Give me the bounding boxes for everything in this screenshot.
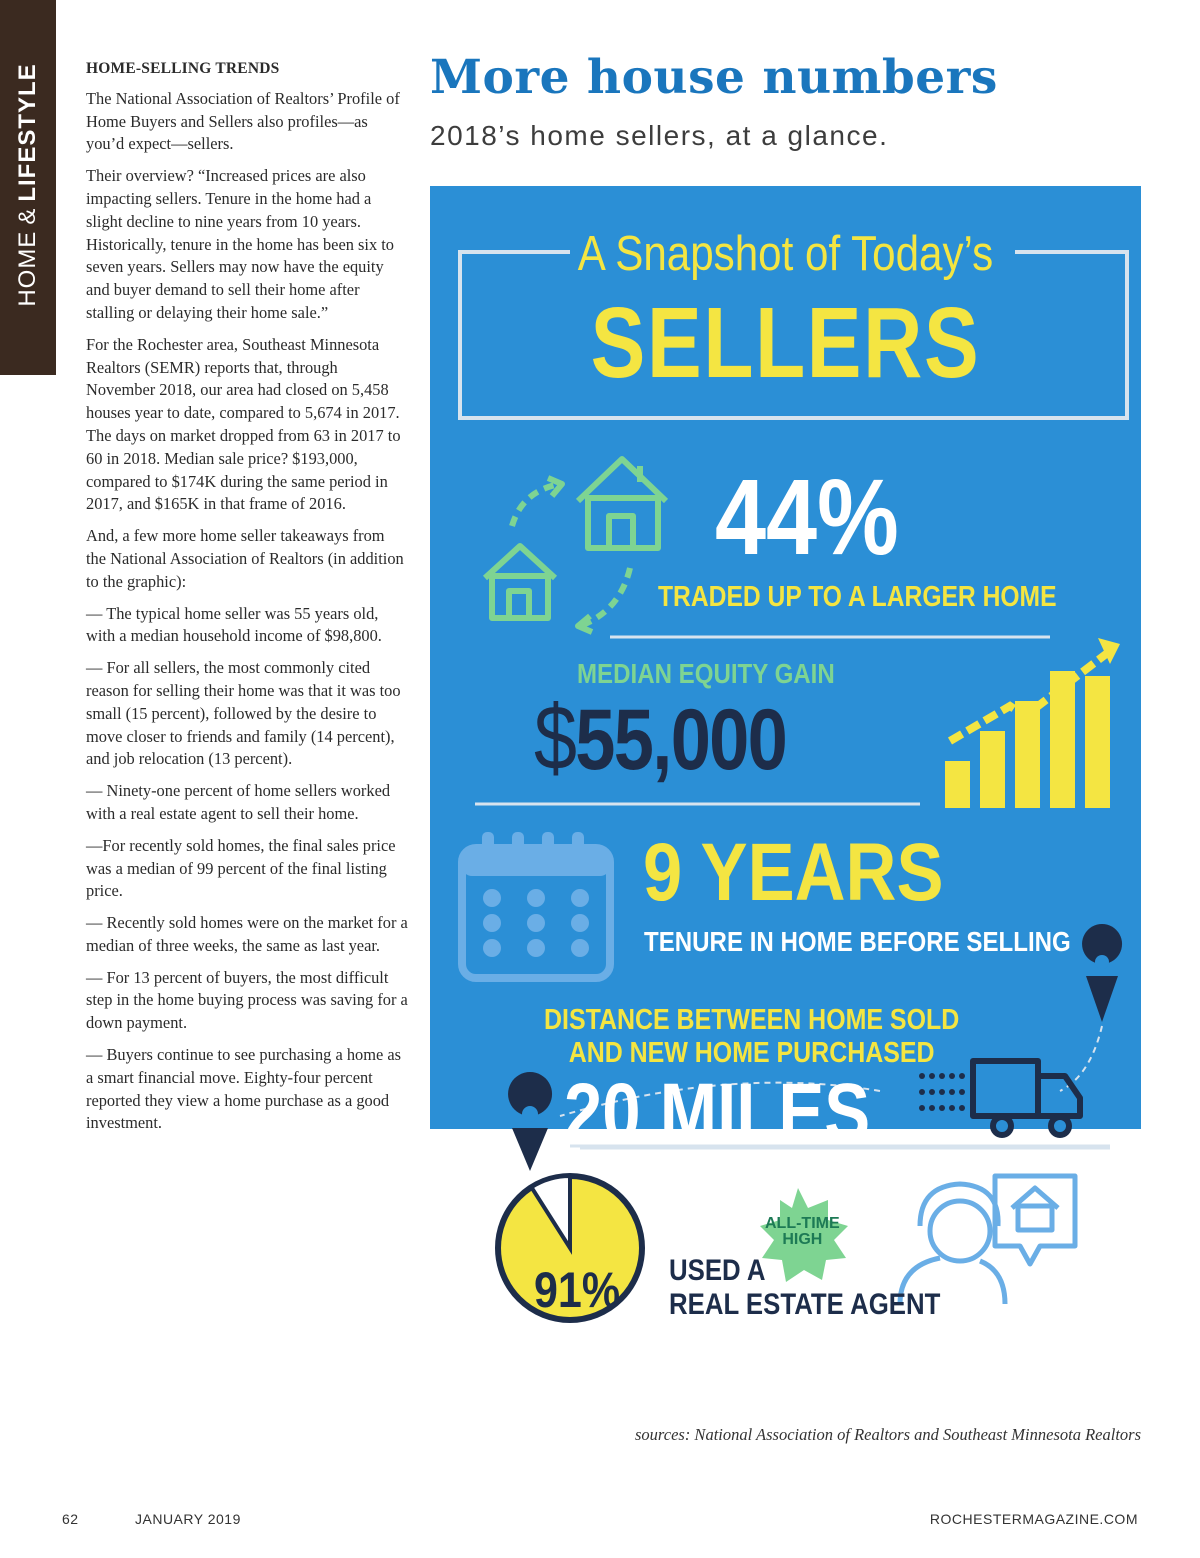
agent-percent: 91% xyxy=(534,1262,621,1318)
article-paragraph: Their overview? “Increased prices are also impacting sellers. Tenure in the home had a slight decline to nine years from 10 years. Historically, tenure in the home has been six to seven years. Sellers may now have the equity and buyer demand to sell their home after stalling or delaying their home sale.” xyxy=(86,166,395,322)
article-paragraph: — For all sellers, the most commonly cited reason for selling their home was that it was too small (15 percent), followed by the desire to move closer to friends and family (14 percent), and job relocation (13 percent). xyxy=(86,658,401,769)
speed-dots xyxy=(919,1073,965,1111)
map-pin-icon xyxy=(1082,924,1122,1022)
section-tab xyxy=(0,0,56,375)
page-subheadline: 2018’s home sellers, at a glance. xyxy=(430,120,889,151)
calendar-icon xyxy=(462,832,610,978)
rising-bar-chart-icon xyxy=(945,638,1120,808)
page-headline: More house numbers xyxy=(430,50,998,105)
traded-up-percent: 44% xyxy=(715,456,899,577)
equity-gain-label: MEDIAN EQUITY GAIN xyxy=(577,658,835,689)
sellers-infographic xyxy=(430,186,1141,1375)
section-tab-home: HOME xyxy=(14,230,41,307)
badge-line2: HIGH xyxy=(782,1231,823,1248)
infographic-title-line2: SELLERS xyxy=(590,287,981,399)
article-paragraph: For the Rochester area, Southeast Minnesota Realtors (SEMR) reports that, through November 2018, our area had closed on 5,458 houses year to date, compared to 5,674 in 2017. The days on market dropped from 63 in 2017 to 60 in 2018. Median sale price? $193,000, compared to $174K during the same period in 2017, and $165K in that frame of 2016. xyxy=(86,334,401,514)
distance-label-line2: AND NEW HOME PURCHASED xyxy=(568,1037,935,1069)
page-number: 62 xyxy=(62,1511,79,1527)
equity-gain-value xyxy=(534,686,786,791)
article-paragraph: And, a few more home seller takeaways from the National Association of Realtors (in addition to the graphic): xyxy=(86,526,404,591)
equity-gain-number: 55,000 xyxy=(575,692,787,788)
agent-label xyxy=(669,1254,940,1322)
website-link[interactable]: ROCHESTERMAGAZINE.COM xyxy=(929,1511,1138,1527)
infographic-footnote: * 2018 Profile of Home Buyers and Sellers xyxy=(460,1346,711,1362)
article-paragraph: — Buyers continue to see purchasing a home as a smart financial move. Eighty-four percent reported they view a home purchase as a good investment. xyxy=(86,1045,401,1133)
moving-truck-icon xyxy=(973,1061,1080,1135)
sources-credit: sources: National Association of Realtors and Southeast Minnesota Realtors xyxy=(635,1425,1141,1444)
article-paragraph: — The typical home seller was 55 years old, with a median household income of $98,800. xyxy=(86,603,382,646)
all-time-high-text xyxy=(765,1216,840,1248)
article-column xyxy=(86,58,408,1144)
article-paragraph: The National Association of Realtors’ Profile of Home Buyers and Sellers also profiles—as you’d expect—sellers. xyxy=(86,88,400,154)
article-paragraph: —For recently sold homes, the final sales price was a median of 99 percent of the final listing price. xyxy=(86,835,396,901)
agent-label-line2: REAL ESTATE AGENT xyxy=(669,1288,941,1321)
nar-name-line1: NATIONAL xyxy=(1016,1328,1089,1343)
distance-label-line1: DISTANCE BETWEEN HOME SOLD xyxy=(544,1004,960,1036)
nar-name-line2: ASSOCIATION of xyxy=(1016,1341,1127,1357)
article-paragraph: — Recently sold homes were on the market for a median of three weeks, the same as last year. xyxy=(86,913,408,955)
section-heading: HOME-SELLING TRENDS xyxy=(86,60,280,77)
section-tab-ampersand: & xyxy=(14,207,41,225)
nar-name-line3: REALTORS® xyxy=(1016,1355,1099,1370)
house-cycle-icon xyxy=(485,459,666,632)
infographic-title-line1: A Snapshot of Today’s xyxy=(577,227,994,281)
realtor-logo-icon: R xyxy=(975,1331,1007,1369)
distance-value: 20 MILES xyxy=(564,1067,871,1158)
article-paragraph: — For 13 percent of buyers, the most difficult step in the home buying process was saving for a down payment. xyxy=(86,967,408,1033)
issue-date: JANUARY 2019 xyxy=(135,1511,241,1527)
section-tab-lifestyle: LIFESTYLE xyxy=(14,63,41,202)
currency-symbol: $ xyxy=(534,687,576,789)
tenure-label: TENURE IN HOME BEFORE SELLING xyxy=(644,926,1071,957)
article-paragraph: — Ninety-one percent of home sellers worked with a real estate agent to sell their home. xyxy=(86,781,391,823)
section-tab-label xyxy=(14,63,42,306)
badge-line1: ALL-TIME xyxy=(765,1215,840,1232)
map-pin-icon xyxy=(508,1072,552,1171)
agent-label-line1: USED A xyxy=(669,1254,766,1287)
tenure-years-value: 9 YEARS xyxy=(643,827,944,918)
distance-label xyxy=(544,1004,959,1070)
traded-up-label: TRADED UP TO A LARGER HOME xyxy=(658,581,1057,613)
nar-logo-name xyxy=(1016,1329,1127,1370)
realtor-logo-caption: REALTOR® xyxy=(975,1369,1009,1375)
